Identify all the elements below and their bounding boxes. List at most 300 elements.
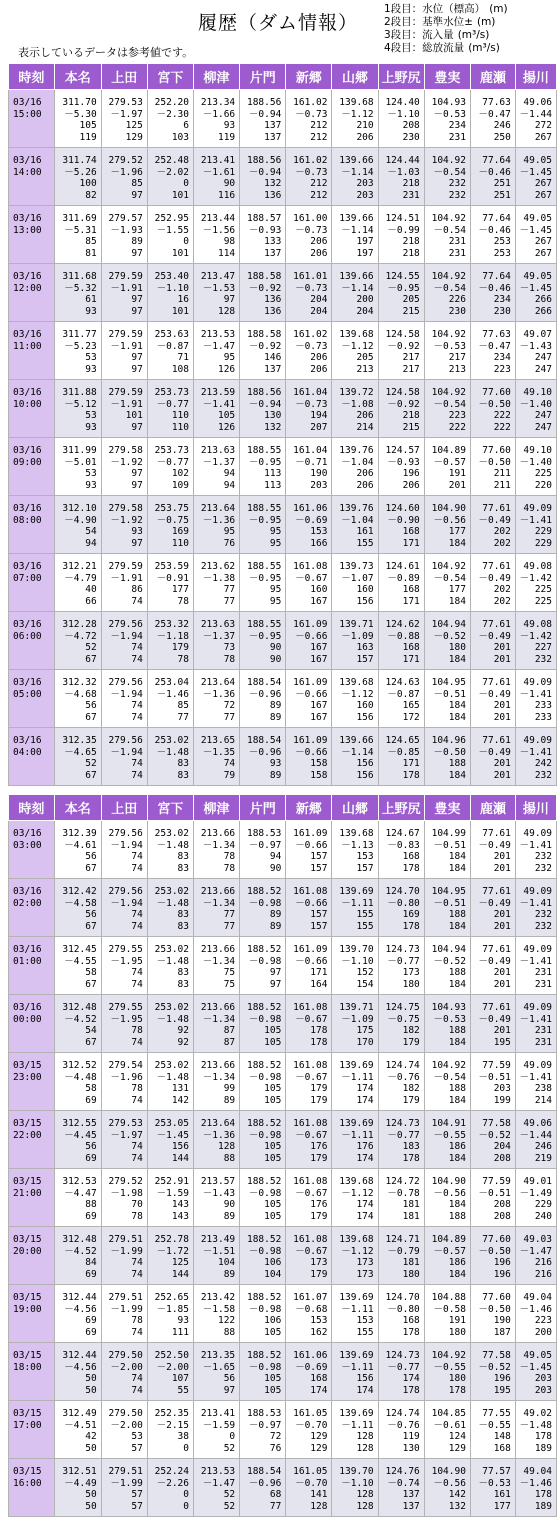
dam-value-cell	[332, 380, 378, 438]
value-line: 49.04	[523, 1292, 552, 1303]
value-line: 231	[534, 1036, 552, 1048]
value-line: 139.69	[339, 1292, 374, 1303]
dam-value-cell	[54, 206, 101, 264]
value-line: 181	[402, 1257, 420, 1269]
value-line: －0.98	[248, 1245, 282, 1257]
value-line: 188.52	[246, 1234, 282, 1245]
dam-value-cell	[147, 1401, 193, 1459]
value-line: 188.55	[246, 503, 282, 514]
value-line: 104.99	[431, 828, 466, 839]
value-line: －0.96	[248, 688, 282, 700]
dam-value-cell	[332, 728, 378, 786]
value-line: 312.39	[62, 828, 97, 839]
value-line: 172	[402, 711, 420, 723]
value-line: 153	[356, 851, 374, 863]
value-line: 128	[356, 1489, 374, 1501]
value-line: 139.68	[339, 97, 374, 108]
dam-value-cell	[147, 554, 193, 612]
value-line: 176	[310, 1141, 328, 1153]
dam-value-cell	[193, 612, 239, 670]
value-line: －1.03	[387, 166, 420, 178]
table-row	[9, 438, 557, 496]
dam-value-cell	[147, 612, 193, 670]
value-line: －0.89	[387, 572, 420, 584]
value-line: 253.02	[154, 828, 189, 839]
value-line: 206	[402, 479, 420, 491]
dam-value-cell	[193, 1053, 239, 1111]
dam-value-cell	[332, 821, 378, 879]
value-line: －0.54	[433, 224, 466, 236]
value-line: －0.49	[478, 897, 511, 909]
value-line: 180	[448, 1373, 466, 1385]
value-line: 279.52	[108, 1176, 143, 1187]
value-line: －1.92	[110, 514, 143, 526]
value-line: 178	[402, 1384, 420, 1396]
value-line: －1.04	[341, 514, 374, 526]
value-line: －0.51	[478, 1071, 511, 1083]
value-line: 267	[534, 247, 552, 259]
value-line: 84	[85, 1257, 97, 1269]
value-line: －1.36	[202, 688, 236, 700]
value-line: 105	[264, 1199, 282, 1211]
value-line: 105	[264, 1025, 282, 1037]
value-line: 211	[493, 479, 511, 491]
value-line: 218	[402, 410, 420, 422]
value-line: 109	[171, 479, 189, 491]
value-line: 219	[534, 1152, 552, 1164]
value-line: 182	[402, 1083, 420, 1095]
value-line: 155	[356, 909, 374, 921]
value-line: －1.38	[202, 572, 236, 584]
value-line: 74	[223, 758, 236, 770]
column-header: 豊実	[424, 64, 470, 90]
value-line: 279.51	[108, 1292, 143, 1303]
value-line: －0.71	[295, 456, 328, 468]
value-line: －0.94	[248, 166, 282, 178]
value-line: －1.91	[110, 340, 143, 352]
dam-value-cell	[147, 1343, 193, 1401]
value-line: 178	[448, 1384, 466, 1396]
value-line: 124.74	[385, 1060, 420, 1071]
value-line: 179	[310, 1094, 328, 1106]
value-line: 113	[264, 479, 282, 491]
value-line: －1.41	[519, 688, 552, 700]
value-line: －4.56	[64, 1303, 97, 1315]
dam-value-cell	[193, 821, 239, 879]
value-line: 251	[493, 189, 511, 201]
value-line: 68	[269, 1489, 282, 1501]
value-line: 225	[534, 595, 552, 607]
value-line: 184	[448, 711, 466, 723]
dam-value-cell	[424, 554, 470, 612]
value-line: 49.08	[523, 561, 552, 572]
value-line: 161.08	[293, 561, 328, 572]
dam-value-cell	[424, 148, 470, 206]
value-line: 139.66	[339, 271, 374, 282]
value-line: 93	[177, 1315, 189, 1327]
dam-value-cell	[193, 496, 239, 554]
dam-value-cell	[332, 1285, 378, 1343]
value-line: 279.57	[108, 213, 143, 224]
dam-value-cell	[378, 1227, 424, 1285]
value-line: 167	[310, 711, 328, 723]
dam-value-cell	[147, 322, 193, 380]
dam-value-cell	[286, 1227, 332, 1285]
dam-value-cell	[424, 612, 470, 670]
time-cell	[9, 612, 55, 670]
dam-value-cell	[54, 1053, 101, 1111]
dam-value-cell	[470, 554, 515, 612]
dam-value-cell	[147, 728, 193, 786]
value-line: －0.47	[478, 340, 511, 352]
value-line: －0.98	[248, 1361, 282, 1373]
value-line: 139.69	[339, 1350, 374, 1361]
value-line: 312.21	[62, 561, 97, 572]
value-line: －1.66	[202, 108, 236, 120]
value-line: 213.41	[200, 155, 236, 166]
dam-value-cell	[378, 1111, 424, 1169]
dam-value-cell	[515, 322, 556, 380]
value-line: 205	[402, 294, 420, 306]
value-line: 101	[125, 410, 143, 422]
value-line: 279.51	[108, 1234, 143, 1245]
value-line: 176	[356, 1141, 374, 1153]
value-line: 312.51	[62, 1466, 97, 1477]
dam-value-cell	[515, 670, 556, 728]
value-line: 67	[85, 653, 97, 665]
value-line: 56	[85, 909, 97, 921]
dam-value-cell	[101, 1285, 147, 1343]
dam-value-cell	[286, 1459, 332, 1517]
dam-value-cell	[515, 728, 556, 786]
value-line: －0.58	[433, 1303, 466, 1315]
value-line: 196	[493, 1257, 511, 1269]
value-line: 97	[223, 294, 236, 306]
value-line: －0.73	[295, 398, 328, 410]
value-line: －0.50	[478, 1245, 511, 1257]
dam-value-cell	[378, 670, 424, 728]
value-line: －1.94	[110, 630, 143, 642]
value-line: 67	[85, 978, 97, 990]
value-line: 49.09	[523, 503, 552, 514]
value-line: 101	[171, 305, 189, 317]
value-line: 279.50	[108, 1350, 143, 1361]
value-line: －0.54	[433, 572, 466, 584]
value-line: 128	[356, 1500, 374, 1512]
value-line: 104.91	[431, 1118, 466, 1129]
value-line: 124.63	[385, 677, 420, 688]
value-line: －0.51	[433, 897, 466, 909]
value-line: 90	[269, 642, 282, 654]
value-line: 163	[356, 642, 374, 654]
dam-value-cell	[240, 264, 286, 322]
dam-value-cell	[101, 554, 147, 612]
value-line: 215	[402, 305, 420, 317]
value-line: 102	[171, 468, 189, 480]
value-line: 213.53	[200, 329, 236, 340]
value-line: 104.93	[431, 1002, 466, 1013]
value-line: 234	[493, 294, 511, 306]
value-line: 212	[310, 178, 328, 190]
value-line: 77.61	[482, 886, 511, 897]
value-line: 85	[85, 236, 97, 248]
value-line: 188.53	[246, 1408, 282, 1419]
value-line: 78	[131, 1025, 143, 1037]
value-line: 220	[534, 479, 552, 491]
value-line: 77.63	[482, 97, 511, 108]
value-line: 161.04	[293, 387, 328, 398]
dam-value-cell	[286, 496, 332, 554]
value-line: 178	[402, 769, 420, 781]
value-line: －4.45	[64, 1129, 97, 1141]
dam-value-cell	[240, 90, 286, 148]
value-line: －0.99	[387, 224, 420, 236]
value-line: －1.11	[341, 1419, 374, 1431]
value-line: －0.77	[387, 955, 420, 967]
value-line: 197	[356, 247, 374, 259]
value-line: －0.73	[295, 108, 328, 120]
value-line: 279.56	[108, 677, 143, 688]
dam-value-cell	[424, 1343, 470, 1401]
value-line: 231	[448, 247, 466, 259]
table-row	[9, 995, 557, 1053]
hour-label: 15:00	[13, 108, 42, 120]
value-line: 312.44	[62, 1292, 97, 1303]
value-line: 161.09	[293, 677, 328, 688]
value-line: 57	[131, 1442, 143, 1454]
value-line: 110	[171, 537, 189, 549]
value-line: 90	[223, 1199, 236, 1211]
date-label: 03/16	[13, 329, 42, 340]
dam-value-cell	[470, 879, 515, 937]
value-line: 89	[269, 909, 282, 921]
dam-value-cell	[378, 206, 424, 264]
value-line: －1.14	[341, 282, 374, 294]
value-line: 266	[534, 305, 552, 317]
column-header: 揚川	[515, 795, 556, 821]
date-label: 03/16	[13, 677, 42, 688]
value-line: －1.11	[341, 1361, 374, 1373]
value-line: 188.58	[246, 271, 282, 282]
value-line: 158	[310, 769, 328, 781]
value-line: －0.92	[248, 340, 282, 352]
value-line: 56	[85, 851, 97, 863]
value-line: 177	[171, 584, 189, 596]
value-line: 124.44	[385, 155, 420, 166]
value-line: 223	[448, 410, 466, 422]
value-line: －0.80	[387, 897, 420, 909]
dam-value-cell	[286, 1053, 332, 1111]
value-line: 204	[310, 294, 328, 306]
dam-value-cell	[240, 206, 286, 264]
dam-value-cell	[332, 438, 378, 496]
dam-value-cell	[54, 937, 101, 995]
dam-value-cell	[470, 322, 515, 380]
value-line: 180	[448, 1326, 466, 1338]
value-line: 130	[402, 1442, 420, 1454]
value-line: －0.80	[387, 1303, 420, 1315]
value-line: 94	[85, 537, 97, 549]
column-header: 時刻	[9, 64, 55, 90]
value-line: －0.92	[387, 340, 420, 352]
value-line: 190	[310, 468, 328, 480]
value-line: －0.67	[295, 1245, 328, 1257]
value-line: 56	[85, 700, 97, 712]
value-line: 218	[402, 236, 420, 248]
value-line: 101	[171, 189, 189, 201]
value-line: －1.48	[156, 955, 189, 967]
dam-value-cell	[332, 995, 378, 1053]
value-line: 174	[356, 1199, 374, 1211]
dam-value-cell	[515, 264, 556, 322]
value-line: 179	[402, 1094, 420, 1106]
value-line: －1.95	[110, 1013, 143, 1025]
value-line: 124.57	[385, 445, 420, 456]
value-line: 188.57	[246, 213, 282, 224]
value-line: 184	[448, 769, 466, 781]
value-line: 54	[85, 526, 97, 538]
value-line: －0.49	[478, 839, 511, 851]
dam-value-cell	[424, 322, 470, 380]
value-line: －1.91	[110, 572, 143, 584]
value-line: 153	[310, 526, 328, 538]
value-line: 93	[131, 526, 143, 538]
value-line: 144	[171, 1152, 189, 1164]
value-line: 173	[310, 1257, 328, 1269]
dam-value-cell	[470, 380, 515, 438]
value-line: 201	[493, 920, 511, 932]
value-line: 184	[448, 1268, 466, 1280]
value-line: 93	[85, 363, 97, 375]
value-line: －1.11	[341, 1129, 374, 1141]
value-line: 101	[171, 247, 189, 259]
value-line: －0.46	[478, 166, 511, 178]
column-header: 柳津	[193, 64, 239, 90]
column-header: 上田	[101, 795, 147, 821]
value-line: －0.75	[156, 514, 189, 526]
value-line: 279.56	[108, 828, 143, 839]
value-line: 195	[493, 1036, 511, 1048]
value-line: 72	[269, 1431, 282, 1443]
value-line: 103	[171, 131, 189, 143]
value-line: 69	[85, 1152, 97, 1164]
value-line: 49.07	[523, 329, 552, 340]
value-line: －1.45	[519, 224, 552, 236]
dam-value-cell	[378, 1053, 424, 1111]
value-line: 208	[493, 1199, 511, 1211]
value-line: －0.73	[295, 340, 328, 352]
value-line: 188	[448, 1210, 466, 1222]
value-line: 279.51	[108, 1466, 143, 1477]
value-line: －0.66	[295, 955, 328, 967]
value-line: 53	[85, 352, 97, 364]
value-line: －0.96	[248, 746, 282, 758]
value-line: 173	[402, 967, 420, 979]
legend-row-1: 1段目：水位（標高） (m)	[384, 3, 508, 15]
table-row	[9, 1285, 557, 1343]
value-line: 213.59	[200, 387, 236, 398]
dam-value-cell	[101, 612, 147, 670]
value-line: 38	[177, 1431, 189, 1443]
dam-value-cell	[101, 90, 147, 148]
value-line: 161.08	[293, 1176, 328, 1187]
value-line: 178	[310, 1036, 328, 1048]
value-line: 231	[534, 978, 552, 990]
value-line: 104.95	[431, 677, 466, 688]
value-line: －1.48	[156, 746, 189, 758]
value-line: 67	[85, 1036, 97, 1048]
value-line: －0.52	[433, 955, 466, 967]
value-line: 311.74	[62, 155, 97, 166]
value-line: 230	[402, 131, 420, 143]
dam-value-cell	[101, 937, 147, 995]
value-line: 229	[534, 526, 552, 538]
value-line: 279.59	[108, 271, 143, 282]
value-line: 49.09	[523, 828, 552, 839]
value-line: 179	[310, 1210, 328, 1222]
dam-value-cell	[54, 728, 101, 786]
value-line: 201	[493, 1025, 511, 1037]
value-line: －4.52	[64, 1013, 97, 1025]
dam-value-cell	[515, 438, 556, 496]
value-line: 168	[402, 642, 420, 654]
value-line: 49.06	[523, 97, 552, 108]
value-line: 168	[402, 584, 420, 596]
column-header: 新郷	[286, 795, 332, 821]
value-line: 230	[448, 305, 466, 317]
value-line: －0.98	[248, 1129, 282, 1141]
value-line: 139.70	[339, 944, 374, 955]
value-line: －1.53	[202, 282, 236, 294]
value-line: －1.45	[156, 1129, 189, 1141]
value-line: 49.05	[523, 155, 552, 166]
value-line: 124.73	[385, 1350, 420, 1361]
value-line: 143	[171, 1210, 189, 1222]
value-line: 161.09	[293, 735, 328, 746]
value-line: 201	[493, 700, 511, 712]
value-line: 157	[310, 909, 328, 921]
value-line: 214	[356, 421, 374, 433]
hour-label: 02:00	[13, 897, 42, 909]
dam-value-cell	[332, 1053, 378, 1111]
value-line: －1.09	[341, 1013, 374, 1025]
value-line: 240	[534, 1210, 552, 1222]
value-line: 191	[448, 1315, 466, 1327]
value-line: 253.75	[154, 503, 189, 514]
dam-value-cell	[193, 554, 239, 612]
value-line: 174	[310, 1384, 328, 1396]
dam-value-cell	[193, 670, 239, 728]
time-cell	[9, 1053, 55, 1111]
value-line: 49.10	[523, 387, 552, 398]
value-line: 233	[534, 711, 552, 723]
value-line: 104.85	[431, 1408, 466, 1419]
hour-label: 19:00	[13, 1303, 42, 1315]
value-line: 206	[356, 479, 374, 491]
value-line: 77.58	[482, 1118, 511, 1129]
value-line: 132	[264, 178, 282, 190]
value-line: 161.09	[293, 828, 328, 839]
value-line: 232	[534, 769, 552, 781]
value-line: －1.94	[110, 839, 143, 851]
value-line: 74	[131, 595, 143, 607]
value-line: 213.66	[200, 1060, 236, 1071]
value-line: －1.65	[202, 1361, 236, 1373]
value-line: 139.72	[339, 387, 374, 398]
hour-label: 08:00	[13, 514, 42, 526]
value-line: 178	[534, 1431, 552, 1443]
value-line: 231	[448, 131, 466, 143]
